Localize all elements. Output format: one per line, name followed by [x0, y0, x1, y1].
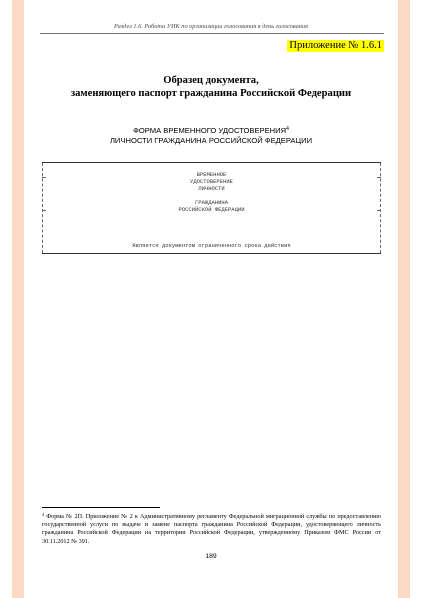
- form-caption-line-1: [24, 125, 398, 136]
- form-caption-line-2: ЛИЧНОСТИ ГРАЖДАНИНА РОССИЙСКОЙ ФЕДЕРАЦИИ: [109, 135, 313, 145]
- footnote-text: Форма № 2П. Приложение № 2 к Административному регламенту Федеральной миграционной службы по предоставлению государственной услуги по выдаче и замене паспорта гражданина Российской Федерации, удостоверяющего личность гражданина Российской Федерации на территории Российской Федерации, утвержденному Приказом ФМС России от 30.11.2012 № 391.: [42, 513, 381, 545]
- title-line-2: заменяющего паспорт гражданина Российской Федерации: [70, 88, 352, 99]
- footnote: [42, 511, 381, 546]
- form-line: ВРЕМЕННОЕ: [196, 171, 227, 178]
- appendix-label: Приложение № 1.6.1: [289, 40, 382, 51]
- right-margin-band: [398, 0, 410, 598]
- footnote-reference: 4: [286, 126, 289, 132]
- form-caption-text-1: ФОРМА ВРЕМЕННОГО УДОСТОВЕРЕНИЯ: [133, 126, 287, 135]
- form-caption: [24, 125, 398, 145]
- form-line: ГРАЖДАНИНА: [194, 198, 228, 206]
- header-rule: [40, 33, 384, 34]
- form-line: УДОСТОВЕРЕНИЕ: [190, 178, 233, 186]
- running-header: Раздел 1.6. Работа УИК по организации голосования в день голосования: [114, 23, 308, 30]
- form-line: РОССИЙСКОЙ ФЕДЕРАЦИИ: [178, 205, 245, 213]
- document-page: [24, 0, 398, 598]
- title-line-1: Образец документа,: [163, 75, 259, 86]
- document-title: [24, 74, 398, 100]
- temporary-id-form-box: [42, 162, 381, 254]
- page-number: 189: [205, 553, 217, 560]
- footnote-mark: 4: [42, 512, 45, 517]
- footnote-separator: [42, 507, 160, 508]
- validity-note: Является документом ограниченного срока действия: [132, 242, 291, 249]
- form-box-lines: [42, 171, 381, 213]
- left-margin-band: [12, 0, 24, 598]
- form-line: ЛИЧНОСТИ: [198, 185, 225, 193]
